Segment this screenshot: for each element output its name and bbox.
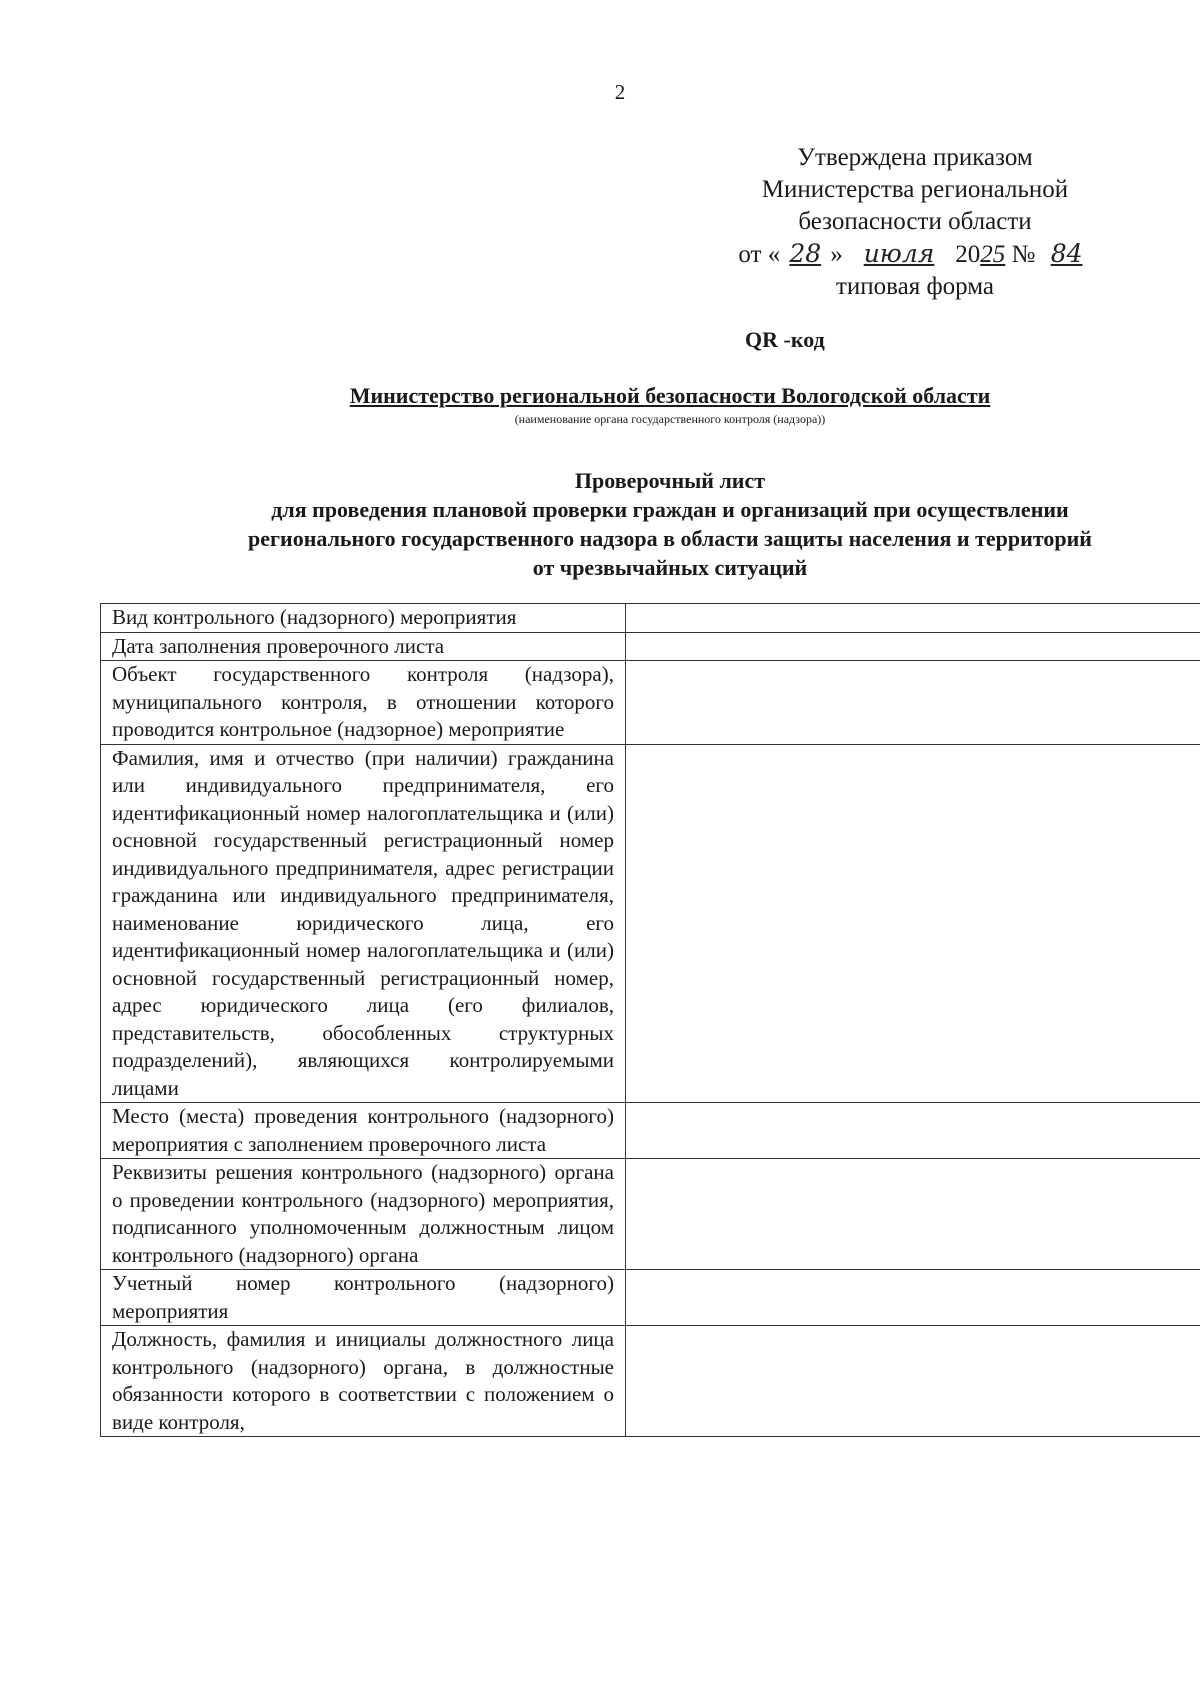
approval-line-3: безопасности области [798,208,1032,235]
organization-caption: (наименование органа государственного контроля (надзора)) [514,412,826,426]
handwritten-order-number: 84 [1050,239,1083,268]
row-label: Вид контрольного (надзорного) мероприятия [101,604,626,633]
row-value-cell[interactable] [626,604,1200,633]
checklist-table [100,603,1200,1437]
table-row [101,661,1200,745]
handwritten-month: июля [863,239,935,268]
title-line-3: регионального государственного надзора в области защиты населения и территорий [248,526,1092,551]
title-line-2: для проведения плановой проверки граждан и организаций при осуществлении [271,497,1069,522]
row-label: Учетный номер контрольного (надзорного) мероприятия [101,1270,626,1326]
row-value-cell[interactable] [626,1103,1200,1159]
row-value-cell[interactable] [626,661,1200,745]
title-line-4: от чрезвычайных ситуаций [532,555,808,580]
table-row [101,744,1200,1103]
table-row [101,632,1200,661]
date-mid: » [830,241,843,268]
row-value-cell[interactable] [626,1326,1200,1437]
handwritten-day: 28 [789,239,822,268]
row-value-cell[interactable] [626,744,1200,1103]
table-row [101,1270,1200,1326]
row-label: Реквизиты решения контрольного (надзорного) органа о проведении контрольного (надзорного) мероприятия, подписанного уполномоченным должностным лицом контрольного (надзорного) органа [101,1159,626,1270]
table-row [101,604,1200,633]
approval-line-1: Утверждена приказом [797,144,1033,171]
form-type: типовая форма [835,273,995,300]
qr-code-label: QR -код [745,327,825,352]
row-label: Объект государственного контроля (надзора), муниципального контроля, в отношении которого проводится контрольное (надзорное) мероприятие [101,661,626,745]
row-label: Дата заполнения проверочного листа [101,632,626,661]
row-label: Должность, фамилия и инициалы должностного лица контрольного (надзорного) органа, в должностные обязанности которого в соответствии с положением о виде контроля, [101,1326,626,1437]
approval-line-2: Министерства региональной [761,176,1069,203]
table-row [101,1159,1200,1270]
handwritten-year-suffix: 25 [980,241,1006,268]
document-title [100,466,1200,582]
page-number: 2 [614,80,626,104]
table-row [101,1326,1200,1437]
row-label: Место (места) проведения контрольного (надзорного) мероприятия с заполнением проверочного листа [101,1103,626,1159]
title-line-1: Проверочный лист [574,468,766,493]
row-value-cell[interactable] [626,1270,1200,1326]
organization-name: Министерство региональной безопасности Вологодской области [349,383,991,408]
date-prefix: от « [738,241,781,268]
row-value-cell[interactable] [626,632,1200,661]
approval-date-line [700,238,1130,271]
table-row [101,1103,1200,1159]
row-label: Фамилия, имя и отчество (при наличии) гражданина или индивидуального предпринимателя, его идентификационный номер налогоплательщика и (или) основной государственный регистрационный номер индивидуального предпринимателя, адрес регистрации гражданина или индивидуального предпринимателя, наименование юридического лица, его идентификационный номер налогоплательщика и (или) основной государственный регистрационный номер, адрес юридического лица (его филиалов, представительств, обособленных структурных подразделений), являющихся контролируемыми лицами [101,744,626,1103]
year-prefix: 20 [955,241,981,268]
number-prefix: № [1011,241,1036,268]
row-value-cell[interactable] [626,1159,1200,1270]
approval-block [700,142,1130,303]
